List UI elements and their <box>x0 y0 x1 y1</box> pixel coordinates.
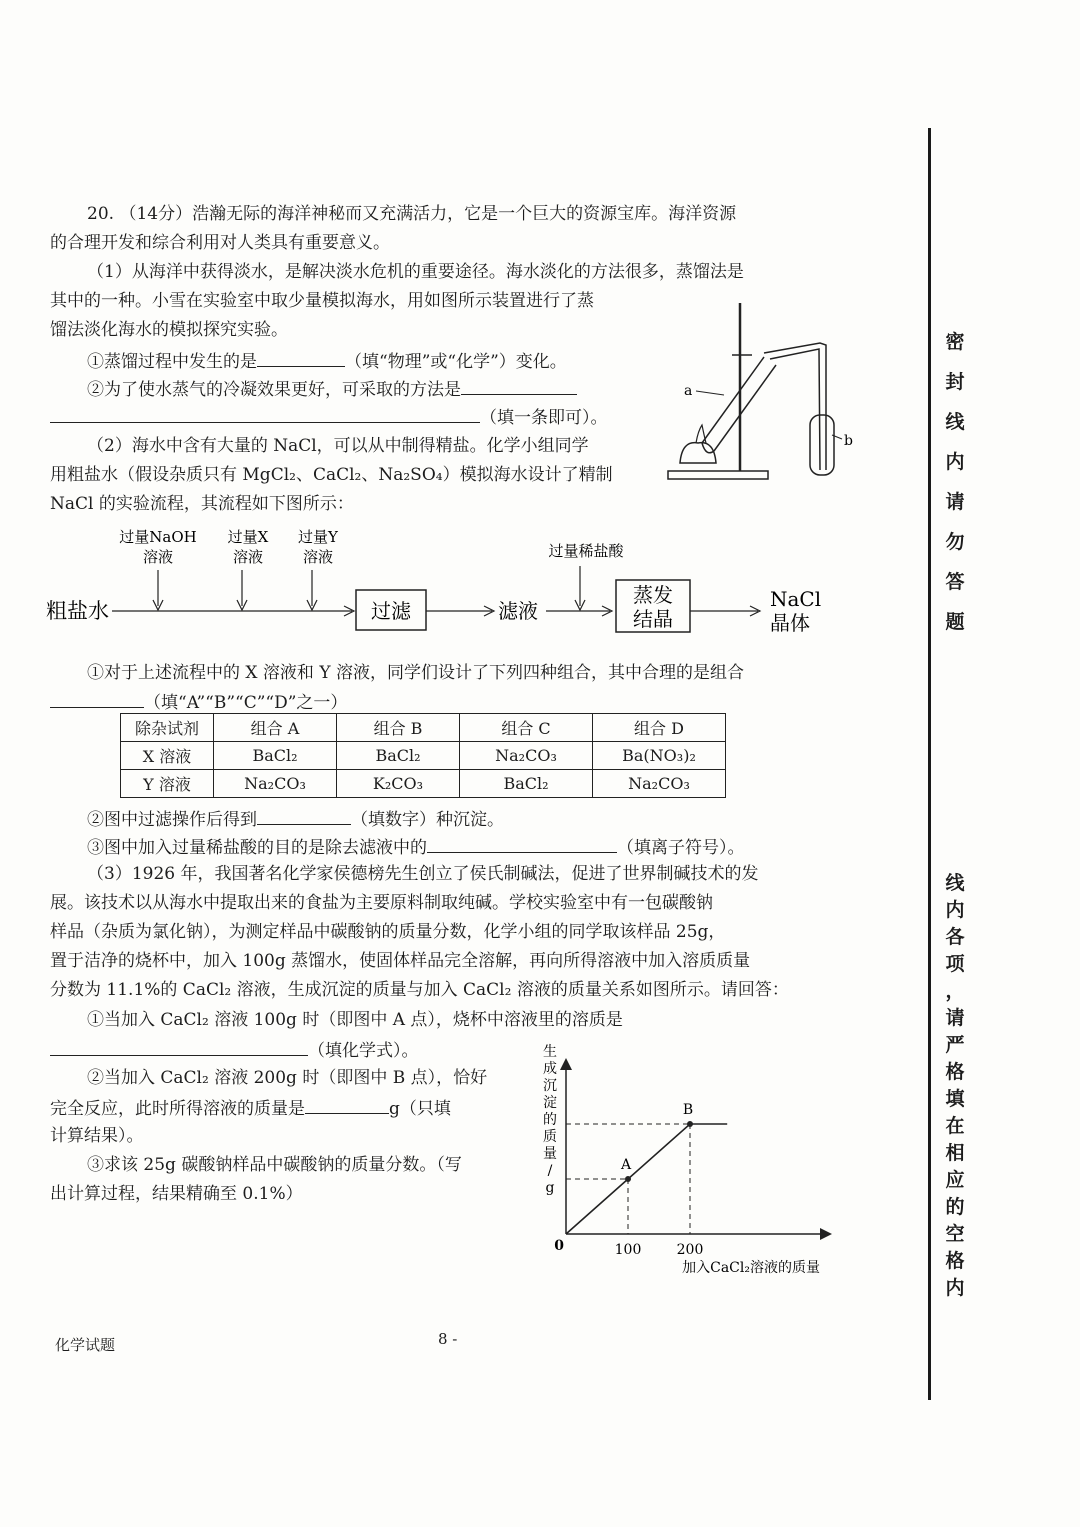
table-cell: BaCl₂ <box>460 770 593 798</box>
question-3b-line-3: 计算结果）。 <box>50 1126 144 1146</box>
fill-notice-char: ， <box>945 980 965 1002</box>
table-cell: Y 溶液 <box>121 770 214 798</box>
reagent-2-line-2: 溶液 <box>232 548 264 566</box>
table-header: 组合 D <box>593 714 726 742</box>
table-cell: X 溶液 <box>121 742 214 770</box>
reagent-3-line-1: 过量Y <box>298 528 338 546</box>
fill-notice-char: 各 <box>945 926 965 948</box>
flow-start: 粗盐水 <box>46 599 109 623</box>
table-cell: Na₂CO₃ <box>593 770 726 798</box>
question-1a <box>87 348 567 374</box>
q3a-suffix: （填化学式）。 <box>308 1041 419 1061</box>
seal-notice <box>942 322 968 642</box>
collection-tube <box>810 415 834 475</box>
fill-notice-char: 填 <box>945 1088 965 1110</box>
q3b-suffix: g（只填 <box>389 1099 451 1119</box>
precipitate-chart <box>530 1040 850 1285</box>
question-3a-line-2 <box>50 1037 419 1063</box>
table-cell: BaCl₂ <box>214 742 337 770</box>
seal-notice-char: 线 <box>945 411 965 433</box>
seal-notice-char: 内 <box>945 451 965 473</box>
fill-notice <box>942 870 968 1302</box>
seal-notice-char: 密 <box>945 331 965 353</box>
fill-notice-char: 格 <box>945 1250 965 1272</box>
q1b-prefix: ②为了使水蒸气的冷凝效果更好，可采取的方法是 <box>87 380 461 400</box>
x-axis-label: 加入CaCl₂溶液的质量 <box>682 1260 820 1276</box>
reagent-1-line-1: 过量NaOH <box>119 528 197 546</box>
flow-diagram <box>40 522 840 647</box>
answer-blank-1a[interactable] <box>257 348 345 367</box>
q1a-prefix: ①蒸馏过程中发生的是 <box>87 352 257 372</box>
fill-notice-char: 的 <box>945 1196 965 1218</box>
answer-blank-2b[interactable] <box>257 806 351 825</box>
reagent-3-line-2: 溶液 <box>302 548 334 566</box>
question-2a-line-2 <box>50 689 347 715</box>
q1a-suffix: （填“物理”或“化学”）变化。 <box>345 352 567 372</box>
question-3a-line-1: ①当加入 CaCl₂ 溶液 100g 时（即图中 A 点），烧杯中溶液里的溶质是 <box>87 1010 623 1030</box>
filtrate-label: 滤液 <box>498 599 538 623</box>
distillation-apparatus <box>660 295 860 490</box>
q2b-suffix: （填数字）种沉淀。 <box>351 810 504 830</box>
part1-line-2: 其中的一种。小雪在实验室中取少量模拟海水，用如图所示装置进行了蒸 <box>50 291 594 311</box>
label-a: a <box>684 383 693 399</box>
delivery-tube <box>764 343 826 470</box>
question-2c <box>87 834 745 860</box>
fill-notice-char: 应 <box>945 1169 965 1191</box>
reagent-1-line-2: 溶液 <box>142 548 174 566</box>
evaporate-label-1: 蒸发 <box>633 583 673 607</box>
part3-line-4: 置于洁净的烧杯中，加入 100g 蒸馏水，使固体样品完全溶解，再向所得溶液中加入溶质质量 <box>50 951 751 971</box>
seal-notice-char: 请 <box>945 491 965 513</box>
footer-subject: 化学试题 <box>55 1336 116 1354</box>
fill-notice-char: 项 <box>945 953 965 975</box>
origin-label: 0 <box>554 1238 564 1254</box>
fill-notice-char: 格 <box>945 1061 965 1083</box>
part2-line-2: 用粗盐水（假设杂质只有 MgCl₂、CaCl₂、Na₂SO₄）模拟海水设计了精制 <box>50 465 613 485</box>
part3-line-2: 展。该技术以从海水中提取出来的食盐为主要原料制取纯碱。学校实验室中有一包碳酸钠 <box>50 893 713 913</box>
table-header: 组合 B <box>337 714 460 742</box>
answer-blank-1b-b[interactable] <box>50 404 480 423</box>
q2b-prefix: ②图中过滤操作后得到 <box>87 810 257 830</box>
fill-notice-char: 相 <box>945 1142 965 1164</box>
question-3c-line-1: ③求该 25g 碳酸钠样品中碳酸钠的质量分数。（写 <box>87 1155 462 1175</box>
seal-notice-char: 题 <box>945 611 965 633</box>
binding-line <box>928 128 931 1400</box>
question-2a-line-1: ①对于上述流程中的 X 溶液和 Y 溶液，同学们设计了下列四种组合，其中合理的是组合 <box>87 663 744 683</box>
part3-line-3: 样品（杂质为氯化钠），为测定样品中碳酸钠的质量分数，化学小组的同学取该样品 25g， <box>50 922 726 942</box>
series-line <box>566 1124 727 1234</box>
x-tick-label: 100 <box>614 1242 642 1258</box>
evaporate-label-2: 结晶 <box>633 607 673 631</box>
product-label-2: 晶体 <box>770 611 810 635</box>
table-header-row <box>121 714 726 742</box>
footer-page: 8 - <box>438 1330 458 1348</box>
filter-label: 过滤 <box>371 599 411 623</box>
answer-blank-2a[interactable] <box>50 689 144 708</box>
fill-notice-char: 空 <box>945 1223 965 1245</box>
fill-notice-char: 内 <box>945 1277 965 1299</box>
fill-notice-char: 请 <box>945 1007 965 1029</box>
fill-notice-char: 内 <box>945 899 965 921</box>
point-label: B <box>682 1102 694 1118</box>
product-label-1: NaCl <box>770 587 822 611</box>
seal-notice-char: 答 <box>945 571 965 593</box>
part1-line-3: 馏法淡化海水的模拟探究实验。 <box>50 320 288 340</box>
question-2b <box>87 806 504 832</box>
q2c-suffix: （填离子符号）。 <box>617 838 745 858</box>
q2a-suffix: （填“A”“B”“C”“D”之一） <box>144 693 348 713</box>
q1b-suffix: （填一条即可）。 <box>480 408 608 428</box>
part2-line-1: （2）海水中含有大量的 NaCl，可以从中制得精盐。化学小组同学 <box>87 436 589 456</box>
intro-line-2: 的合理开发和综合利用对人类具有重要意义。 <box>50 233 390 253</box>
data-point <box>687 1121 693 1127</box>
question-3b-line-1: ②当加入 CaCl₂ 溶液 200g 时（即图中 B 点），恰好 <box>87 1068 488 1088</box>
table-header: 组合 C <box>460 714 593 742</box>
fill-notice-char: 在 <box>945 1115 965 1137</box>
point-label: A <box>620 1157 632 1173</box>
reagent-2-line-1: 过量X <box>227 528 269 546</box>
table-cell: Ba(NO₃)₂ <box>593 742 726 770</box>
fill-notice-char: 严 <box>945 1034 965 1056</box>
y-axis-label: 生成沉淀的质量/ g <box>543 1044 557 1196</box>
apparatus-base <box>668 471 768 479</box>
part2-line-3: NaCl 的实验流程，其流程如下图所示： <box>50 494 354 514</box>
question-1b-cont <box>50 404 608 430</box>
table-cell: BaCl₂ <box>337 742 460 770</box>
fill-notice-char: 线 <box>945 872 965 894</box>
part1-line-1: （1）从海洋中获得淡水，是解决淡水危机的重要途径。海水淡化的方法很多，蒸馏法是 <box>87 262 744 282</box>
table-cell: Na₂CO₃ <box>214 770 337 798</box>
reagent-4: 过量稀盐酸 <box>548 542 624 560</box>
q2c-prefix: ③图中加入过量稀盐酸的目的是除去滤液中的 <box>87 838 427 858</box>
table-row <box>121 770 726 798</box>
intro-line-1: 20. （14分）浩瀚无际的海洋神秘而又充满活力，它是一个巨大的资源宝库。海洋资源 <box>87 204 737 224</box>
table-cell: Na₂CO₃ <box>460 742 593 770</box>
answer-blank-3a[interactable] <box>50 1037 308 1056</box>
combination-table <box>120 713 726 798</box>
q3b-prefix: 完全反应，此时所得溶液的质量是 <box>50 1099 305 1119</box>
question-3c-line-2: 出计算过程，结果精确至 0.1%） <box>50 1184 303 1204</box>
question-1b <box>87 376 577 402</box>
answer-blank-1b-a[interactable] <box>461 376 577 395</box>
data-point <box>625 1176 631 1182</box>
seal-notice-char: 勿 <box>945 531 965 553</box>
part3-line-1: （3）1926 年，我国著名化学家侯德榜先生创立了侯氏制碱法，促进了世界制碱技术的发 <box>87 864 759 884</box>
seal-notice-char: 封 <box>945 371 965 393</box>
question-3b-line-2 <box>50 1095 451 1121</box>
table-cell: K₂CO₃ <box>337 770 460 798</box>
answer-blank-2c[interactable] <box>427 834 617 853</box>
label-b: b <box>844 433 853 449</box>
answer-blank-3b[interactable] <box>305 1095 389 1114</box>
x-tick-label: 200 <box>676 1242 704 1258</box>
table-row <box>121 742 726 770</box>
table-header: 组合 A <box>214 714 337 742</box>
table-header: 除杂试剂 <box>121 714 214 742</box>
part3-line-5: 分数为 11.1%的 CaCl₂ 溶液，生成沉淀的质量与加入 CaCl₂ 溶液的质量关系如图所示。请回答： <box>50 980 789 1000</box>
label-a-leader <box>696 391 724 395</box>
